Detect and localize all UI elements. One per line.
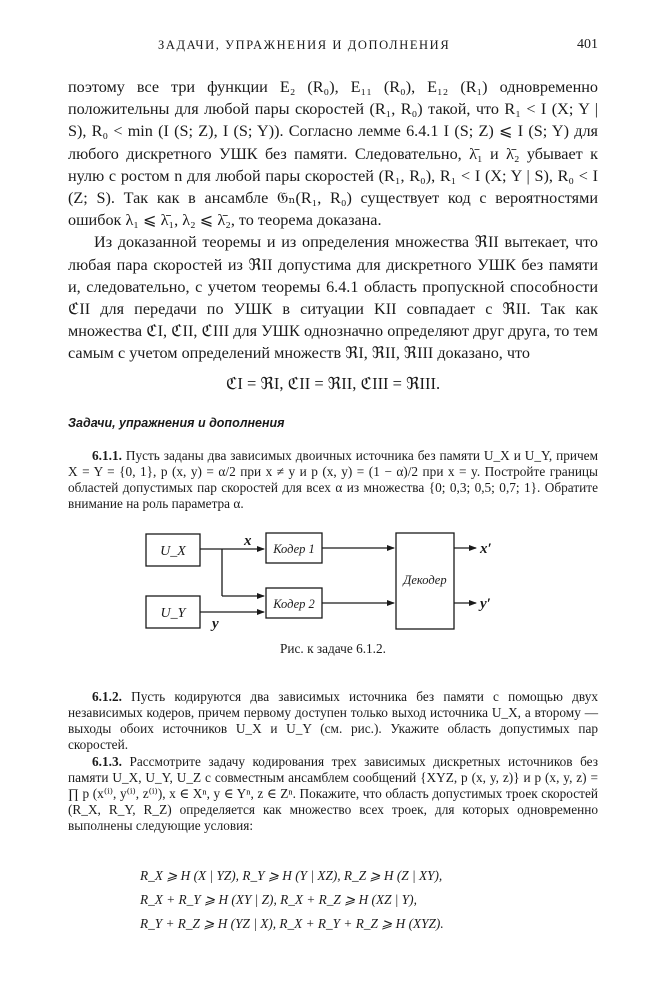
condition-line: R_Y + R_Z ⩾ H (YZ | X), R_X + R_Y + R_Z ⩾ H (XYZ). — [140, 916, 444, 931]
condition-line: R_X ⩾ H (X | YZ), R_Y ⩾ H (Y | XZ), R_Z ⩾ H (Z | XY), — [140, 868, 443, 883]
decoder-label: Декодер — [403, 573, 447, 587]
problem-text: Пусть кодируются два зависимых источника без памяти с помощью двух независимых кодеров, причем первому доступен только выход источника U_X, а второму — выходы обоих источников U_X и U_Y (см. рис.). Укажите область допустимых пар скоростей. — [68, 689, 599, 753]
source-x-label: U_X — [160, 544, 186, 559]
encoder1-label: Кодер 1 — [273, 542, 315, 556]
problem-6-1-2 — [68, 689, 598, 753]
signal-x-label: x — [244, 533, 252, 549]
figure-caption: Рис. к задаче 6.1.2. — [280, 641, 386, 656]
encoder2-label: Кодер 2 — [273, 597, 315, 611]
output-x-label: x′ — [480, 541, 492, 557]
problem-number: 6.1.2. — [92, 689, 122, 704]
conditions-block — [140, 864, 560, 936]
problem-6-1-3 — [68, 754, 598, 834]
running-title: ЗАДАЧИ, УПРАЖНЕНИЯ И ДОПОЛНЕНИЯ — [158, 38, 451, 52]
signal-y-label: y — [212, 616, 219, 632]
source-y-label: U_Y — [160, 606, 186, 621]
section-title: Задачи, упражнения и дополнения — [68, 416, 285, 430]
condition-line: R_X + R_Y ⩾ H (XY | Z), R_X + R_Z ⩾ H (XZ | Y), — [140, 892, 417, 907]
page-number: 401 — [577, 37, 598, 52]
output-y-label: y′ — [480, 596, 491, 612]
paragraph-proof-end: поэтому все три функции E₂ (R₀), E₁₁ (R₀), E₁₂ (R₁) одновременно положительны для любой пары скоростей (R₁, R₀) такой, что R₁ < I (X; Y | S), R₀ < min (I (S; Z), I (S; Y)). Согласно лемме 6.4.1 I (S; Z) ⩽ I (S; Y) для любого дискретного УШК без памяти. Следовательно, λ̄₁ и λ̄₂ убывает к нулю с ростом n для любой пары скоростей (R₁, R₀), R₁ < I (X; Y | S), R₀ < I (Z; S). Так как в ансамбле 𝔊ₙ(R₁, R₀) существует код с вероятностями ошибок λ₁ ⩽ λ̄₁, λ₂ ⩽ λ̄₂, то теорема доказана. — [68, 78, 598, 230]
problem-text: Рассмотрите задачу кодирования трех зависимых дискретных источников без памяти U_X, U_Y, U_Z с совместным ансамблем сообщений {XYZ, p (x, y, z)} и p (x, y, z) = ∏ p (x⁽ⁱ⁾, y⁽ⁱ⁾, z⁽ⁱ⁾), x ∈ Xⁿ, y ∈ Yⁿ, z ∈ Zⁿ. Покажите, что область допустимых троек скоростей (R_X, R_Y, R_Z) определяется как множество всех троек, для которых одновременно выполнены следующие условия: — [68, 754, 598, 834]
paragraph-conclusion: Из доказанной теоремы и из определения множества ℜII вытекает, что любая пара скоростей из ℜII допустима для дискретного УШК без памяти и, следовательно, с учетом теоремы 6.4.1 область пропускной способности ℭII для передачи по УШК в ситуации KII совпадает с ℜII. Так как множества ℭI, ℭII, ℭIII для УШК однозначно определяют друг друга, то тем самым с учетом определений множеств ℜI, ℜII, ℜIII доказано, что — [68, 233, 598, 363]
problem-number: 6.1.1. — [92, 448, 122, 463]
problem-text: Пусть заданы два зависимых двоичных источника без памяти U_X и U_Y, причем X = Y = {0, 1}, p (x, y) = α/2 при x ≠ y и p (x, y) = (1 − α)/2 при x = y. Постройте границы областей допустимых пар скоростей для всех α из множества {0; 0,3; 0,5; 0,7; 1}. Обратите внимание на роль параметра α. — [68, 448, 598, 512]
problem-number: 6.1.3. — [92, 754, 122, 769]
equality-formula: ℭI = ℜI, ℭII = ℜII, ℭIII = ℜIII. — [225, 373, 441, 393]
